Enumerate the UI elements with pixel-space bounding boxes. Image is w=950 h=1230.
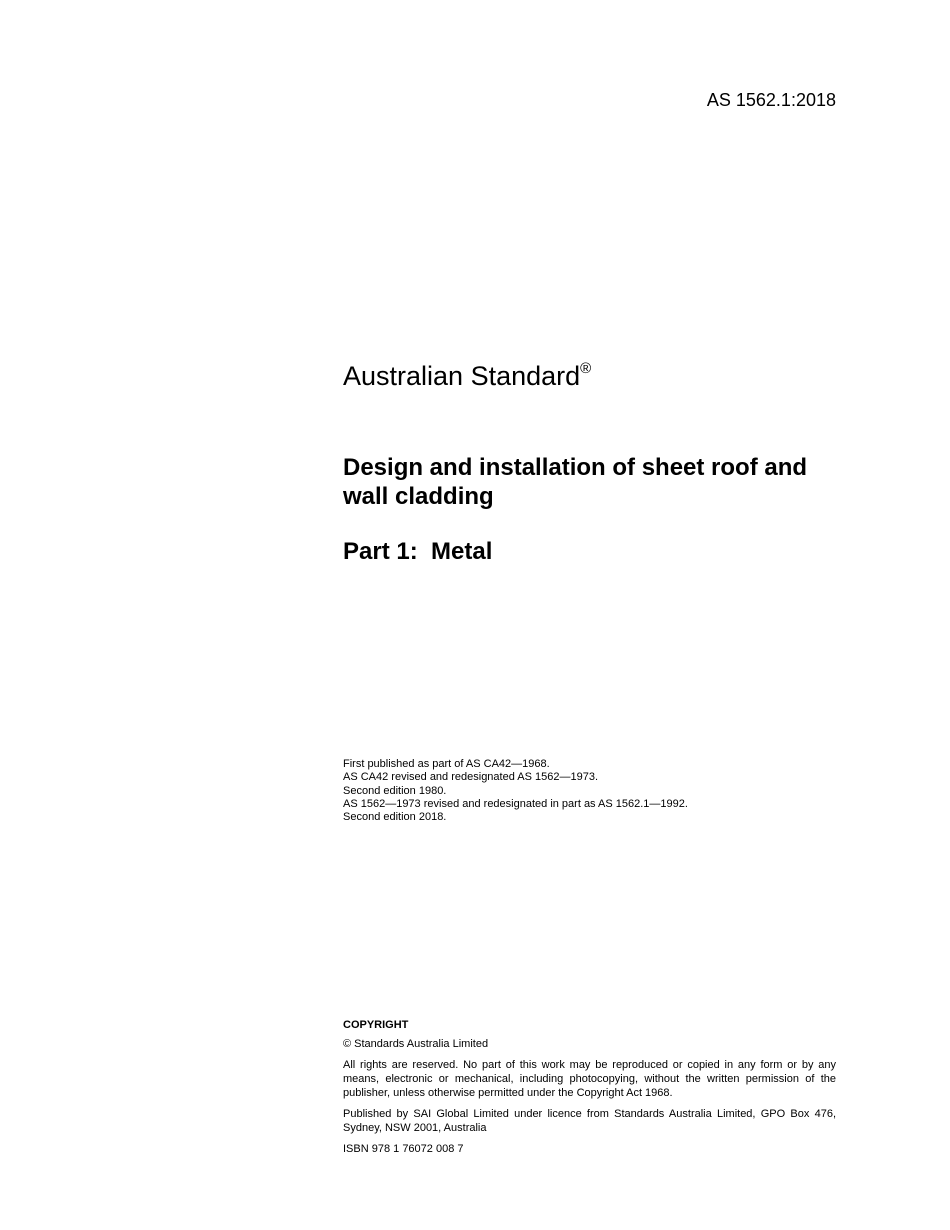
history-line: AS CA42 revised and redesignated AS 1562—1973. — [343, 771, 599, 784]
publication-history — [343, 758, 836, 824]
copyright-block — [343, 1018, 836, 1163]
document-number: AS 1562.1:2018 — [706, 90, 836, 110]
standard-heading — [343, 359, 836, 393]
copyright-heading: COPYRIGHT — [343, 1019, 409, 1031]
rights-statement: All rights are reserved. No part of this work may be reproduced or copied in any form or by any means, electronic or mechanical, including photocopying, without the written permission of the publisher, unless otherwise permitted under the Copyright Act 1968. — [343, 1059, 836, 1099]
part-title: Part 1: Metal — [343, 538, 493, 565]
isbn: ISBN 978 1 76072 008 7 — [343, 1143, 464, 1155]
history-line: First published as part of AS CA42—1968. — [343, 758, 550, 770]
publisher-statement: Published by SAI Global Limited under licence from Standards Australia Limited, GPO Box 476, Sydney, NSW 2001, Australia — [343, 1108, 836, 1134]
standard-heading-text: Australian Standard — [343, 361, 581, 391]
registered-mark: ® — [580, 360, 592, 377]
document-title: Design and installation of sheet roof and wall cladding — [343, 454, 808, 510]
history-line: Second edition 1980. — [343, 784, 447, 797]
history-line: AS 1562—1973 revised and redesignated in part as AS 1562.1—1992. — [343, 797, 688, 810]
history-line: Second edition 2018. — [343, 811, 447, 824]
copyright-owner: © Standards Australia Limited — [343, 1038, 489, 1050]
